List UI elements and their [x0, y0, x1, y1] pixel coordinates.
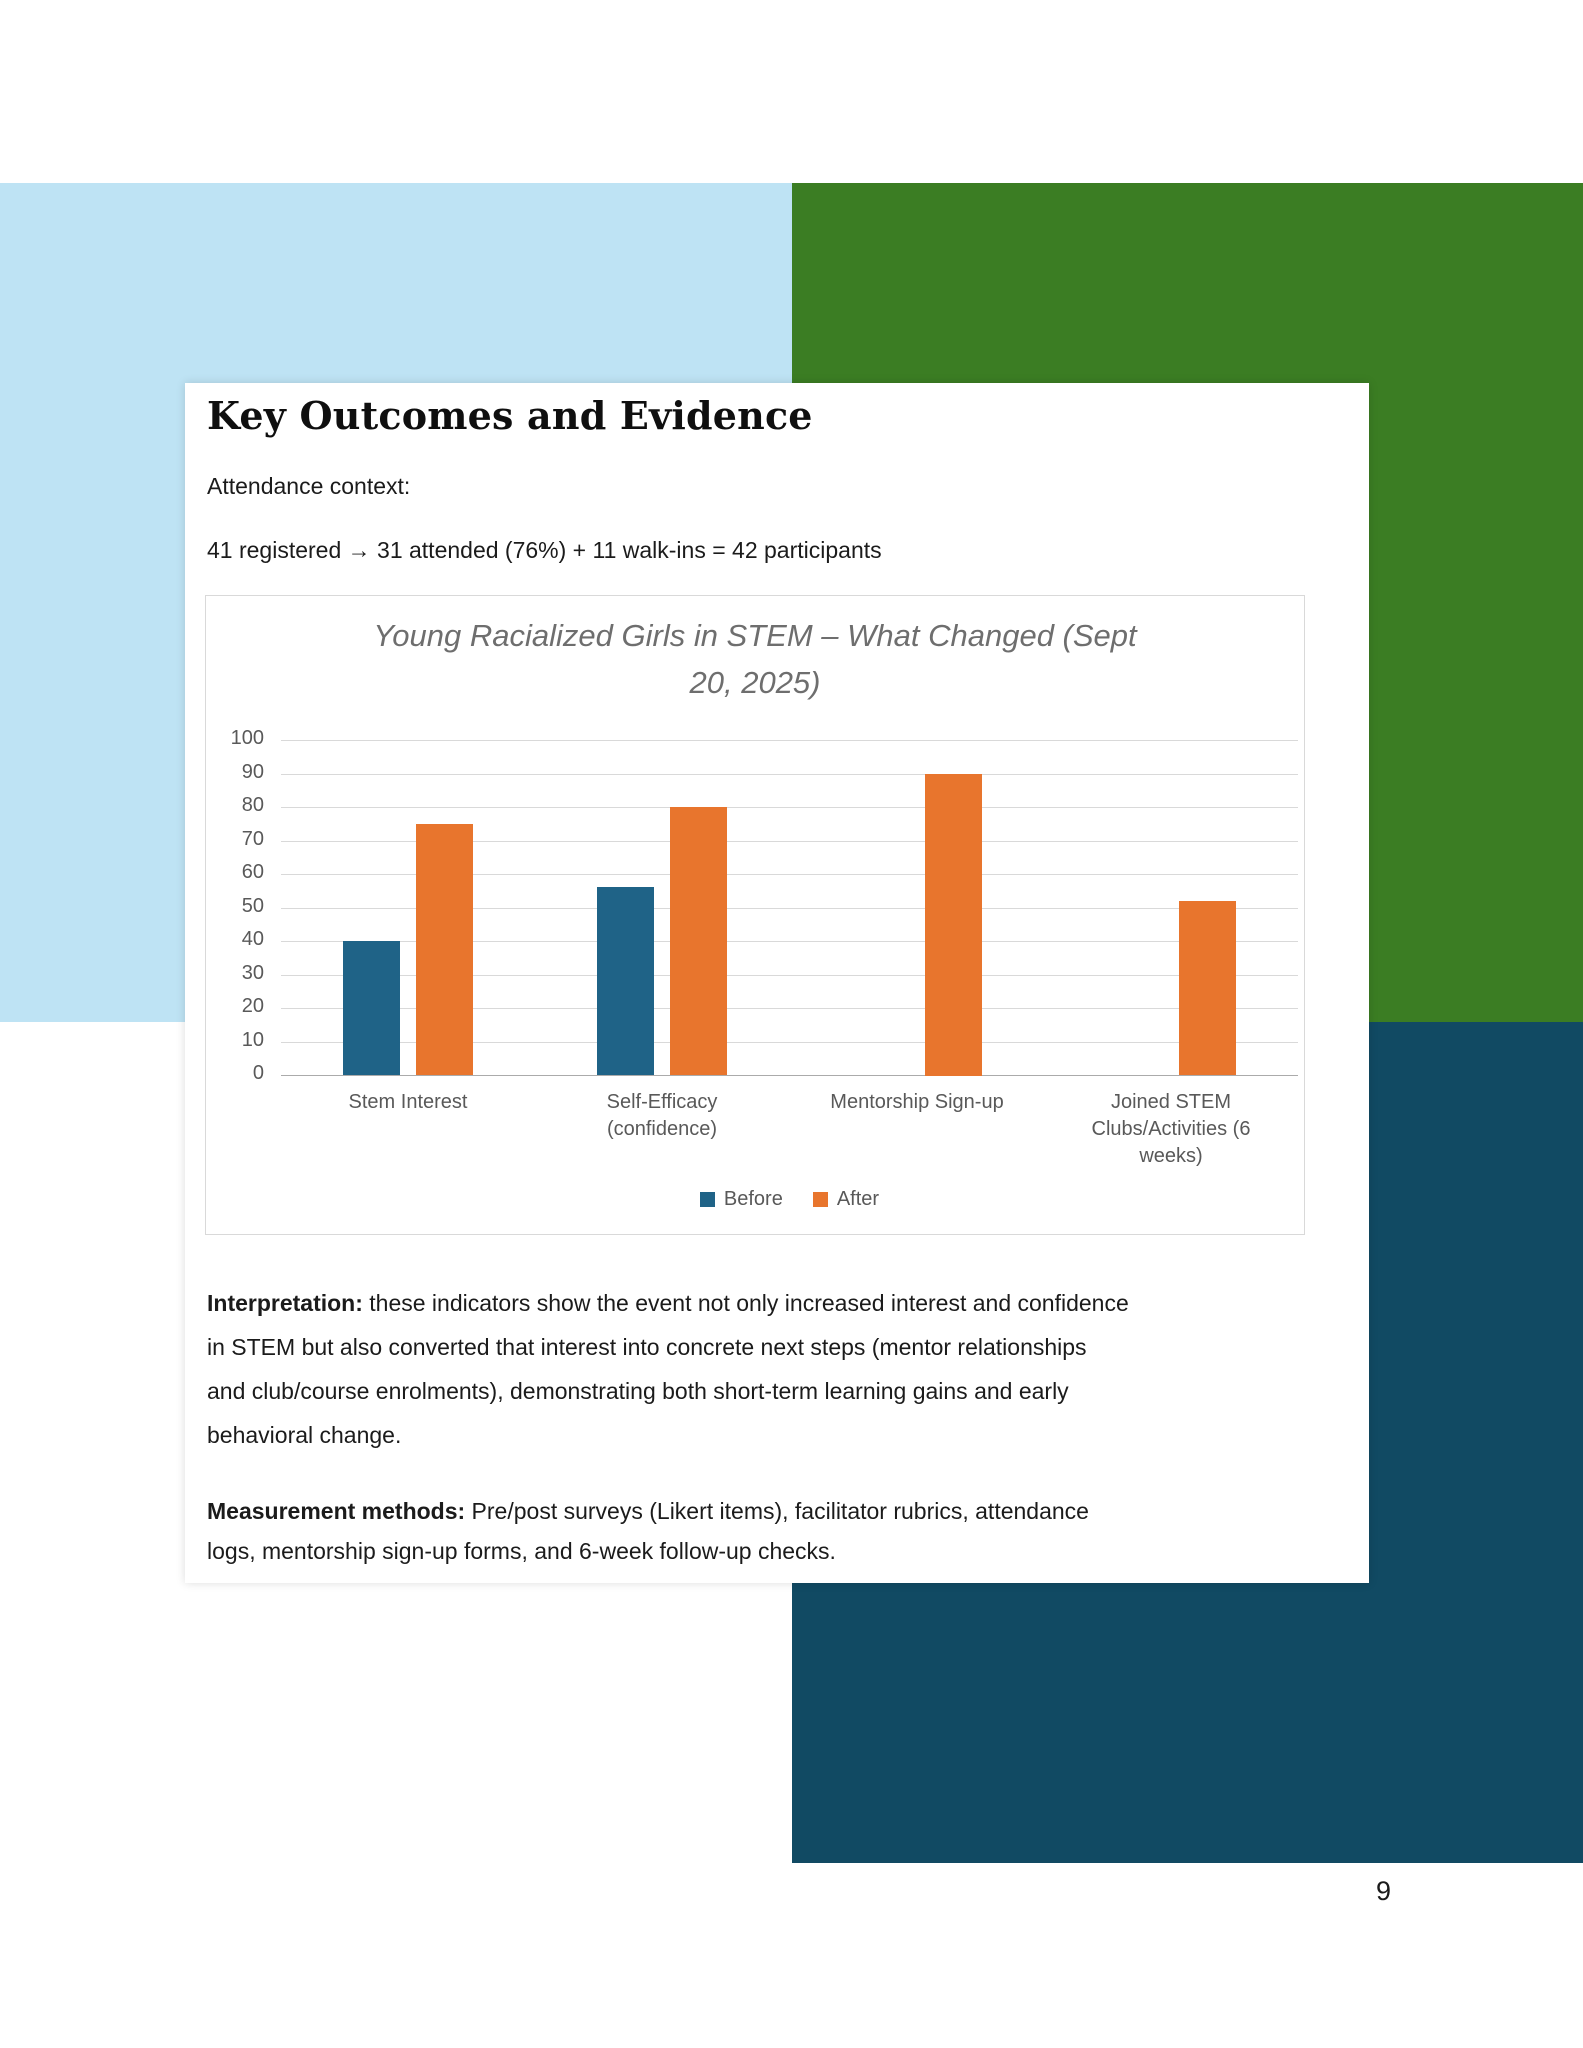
bar-after-4: [1179, 901, 1236, 1075]
bar-after-3: [925, 774, 982, 1076]
y-axis-tick-label-10: 10: [241, 1029, 264, 1051]
y-axis-tick-label-30: 30: [241, 962, 264, 984]
y-axis-tick-label-0: 0: [252, 1062, 264, 1084]
x-axis-category-label-2: Self-Efficacy (confidence): [606, 1091, 718, 1140]
legend-swatch-after: [813, 1192, 828, 1207]
bar-before-1: [343, 941, 400, 1075]
y-axis-tick-label-80: 80: [241, 794, 264, 816]
y-axis-tick-label-50: 50: [241, 895, 264, 917]
x-axis-category-label-3: Mentorship Sign-up: [830, 1091, 1004, 1113]
legend-item-before: [700, 1188, 783, 1211]
legend-label-after: After: [836, 1188, 880, 1210]
legend-item-after: [813, 1188, 879, 1211]
section-title: Key Outcomes and Evidence: [207, 393, 813, 438]
x-axis-category-label-4: Joined STEM Clubs/Activities (6 weeks): [1091, 1091, 1251, 1167]
bar-after-1: [416, 824, 473, 1075]
bar-after-2: [670, 807, 727, 1075]
attendance-summary-line: 41 registered → 31 attended (76%) + 11 walk-ins = 42 participants: [207, 537, 882, 563]
y-axis-tick-label-40: 40: [241, 928, 264, 950]
y-axis-tick-label-20: 20: [241, 995, 264, 1017]
content-card: [185, 383, 1369, 1583]
attendance-context-label: Attendance context:: [207, 473, 411, 499]
gridline-y-0: [281, 1075, 1298, 1076]
page-number: 9: [1376, 1876, 1392, 1906]
chart-title-line-2: 20, 2025): [689, 665, 821, 700]
y-axis-tick-label-100: 100: [230, 727, 264, 749]
chart-legend: [281, 1188, 1298, 1211]
bar-chart: [205, 595, 1305, 1235]
interpretation-paragraph: Interpretation: these indicators show the event not only increased interest and confidence in STEM but also converted that interest into concrete next steps (mentor relationships and club/course enrolments), demonstrating both short-term learning gains and early behavioral change.: [207, 1290, 1129, 1448]
gridline-y-80: [281, 807, 1298, 808]
bar-before-2: [597, 887, 654, 1075]
paragraph-bold-lead: Interpretation:: [207, 1290, 363, 1316]
paragraph-bold-lead: Measurement methods:: [207, 1498, 466, 1524]
y-axis-tick-label-90: 90: [241, 761, 264, 783]
legend-swatch-before: [700, 1192, 715, 1207]
x-axis-category-label-1: Stem Interest: [348, 1091, 468, 1113]
legend-label-before: Before: [723, 1188, 783, 1210]
measurement-methods-paragraph: Measurement methods: Pre/post surveys (Likert items), facilitator rubrics, attendance logs, mentorship sign-up forms, and 6-week follow-up checks.: [207, 1498, 1089, 1564]
y-axis-tick-label-70: 70: [241, 828, 264, 850]
gridline-y-90: [281, 774, 1298, 775]
y-axis-tick-label-60: 60: [241, 861, 264, 883]
chart-title-line-1: Young Racialized Girls in STEM – What Changed (Sept: [373, 618, 1137, 653]
gridline-y-100: [281, 740, 1298, 741]
